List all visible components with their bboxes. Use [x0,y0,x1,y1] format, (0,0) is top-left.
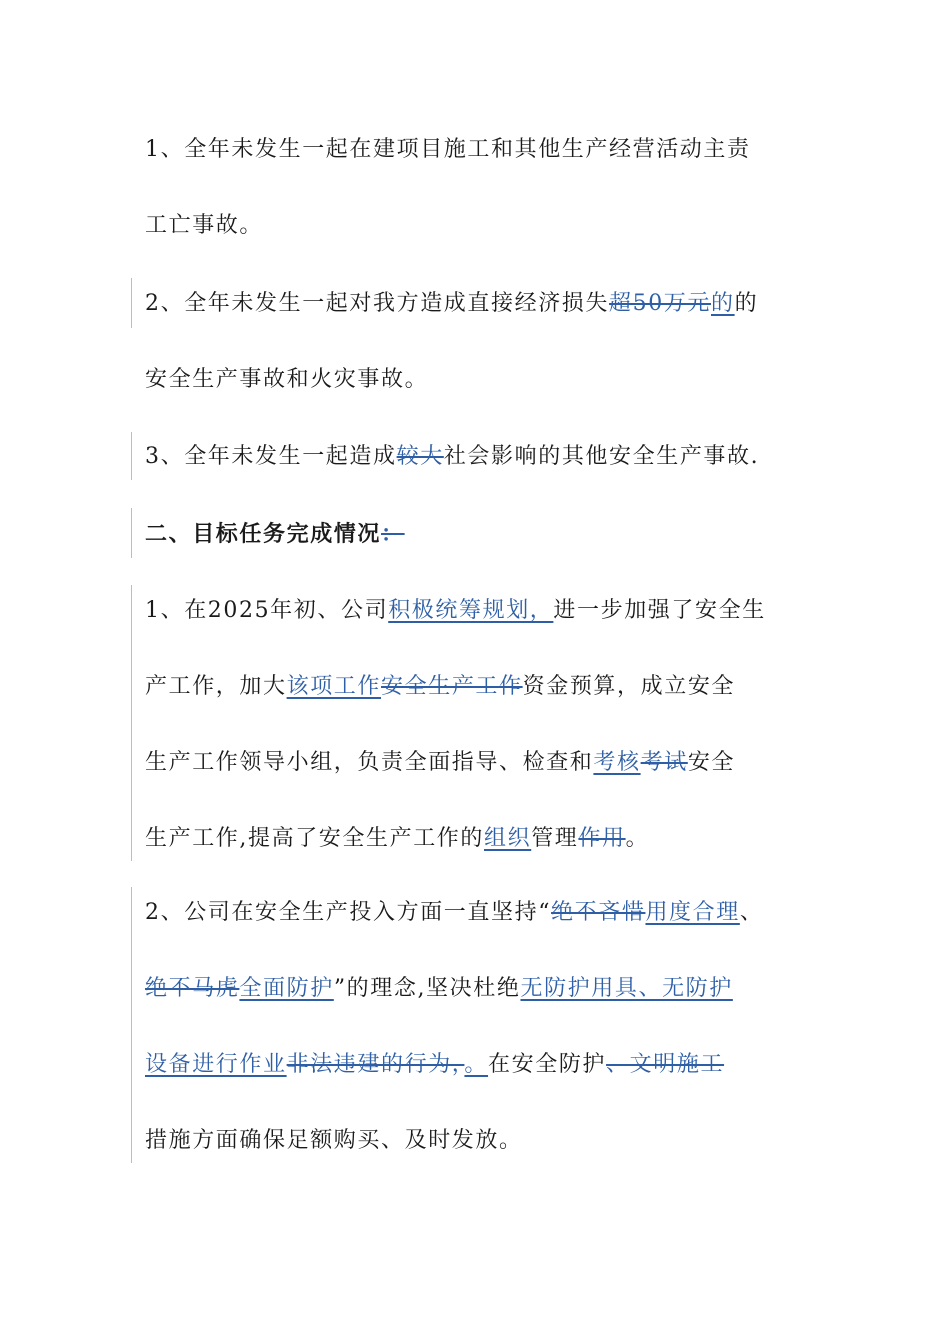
deleted-text: 绝不马虎 [145,976,240,1001]
deleted-text: 考试 [640,750,688,775]
text-run: 产工作，加大 [145,674,287,699]
deleted-text: 安全生产工作 [381,674,523,699]
text-run: 1、在2025年初、公司 [145,598,389,623]
text-line [145,367,835,446]
text-run: 资金预算，成立安全 [522,674,736,699]
revision-bar [131,585,132,861]
revision-bar [131,278,132,328]
revision-bar [131,508,132,558]
text-run: 社会影响的其他安全生产事故. [443,444,760,469]
text-line [145,444,835,523]
deleted-text: 非法违建的行为， [286,1052,465,1077]
revision-bar [131,432,132,480]
text-line [145,900,835,979]
paragraph-3 [145,444,835,523]
inserted-text: 组织 [484,826,532,851]
deleted-text: 超50万元 [609,291,711,316]
text-line [145,826,835,905]
text-run: 3、全年未发生一起造成 [145,444,397,469]
inserted-text: 考核 [593,750,641,775]
text-run: 生产工作领导小组，负责全面指导、检查和 [145,750,594,775]
text-line [145,674,835,753]
text-run: 生产工作,提高了安全生产工作的 [145,826,484,851]
text-run: 管理 [531,826,579,851]
deleted-text: 、文明施工 [606,1052,725,1077]
text-run: 。 [625,826,650,851]
inserted-text: 无防护用具、无防护 [520,976,733,1001]
inserted-text: 用度合理 [645,900,740,925]
text-line [145,1128,835,1207]
text-line [145,1052,835,1131]
inserted-text: 积极统筹规划， [388,598,554,623]
text-run: 在安全防护 [488,1052,607,1077]
text-run: 安全 [687,750,736,775]
text-run: 安全生产事故和火灾事故。 [145,367,429,392]
text-line [145,521,835,600]
paragraph-5 [145,900,835,1207]
heading-text: 二、目标任务完成情况 [145,521,382,547]
text-run: 进一步加强了安全生 [553,598,766,623]
text-line [145,750,835,829]
inserted-text: 该项工作 [286,674,382,699]
text-run: 措施方面确保足额购买、及时发放。 [145,1128,523,1153]
revision-bar [131,887,132,1163]
text-run: ”的理念,坚决杜绝 [333,976,521,1001]
deleted-text: 作用 [578,826,626,851]
text-line [145,598,835,677]
text-run: 工亡事故。 [145,213,264,238]
deleted-text: 较大 [396,444,444,469]
text-run: 2、公司在安全生产投入方面一直坚持“ [145,900,552,925]
inserted-text: 。 [464,1052,489,1077]
text-run: 2、全年未发生一起对我方造成直接经济损失 [145,291,609,316]
text-run: 1、全年未发生一起在建项目施工和其他生产经营活动主责 [145,137,751,162]
inserted-text: 设备进行作业 [145,1052,287,1077]
section-heading [145,521,835,600]
deleted-text: ： [381,521,405,547]
inserted-text: 的 [711,291,735,316]
text-run: 、 [739,900,764,925]
paragraph-2 [145,291,835,446]
text-line [145,137,835,216]
paragraph-1 [145,137,835,292]
text-line [145,976,835,1055]
text-line [145,213,835,292]
text-line [145,291,835,370]
deleted-text: 绝不吝惜 [551,900,646,925]
text-run: 的 [734,291,759,316]
paragraph-4 [145,598,835,905]
inserted-text: 全面防护 [239,976,334,1001]
